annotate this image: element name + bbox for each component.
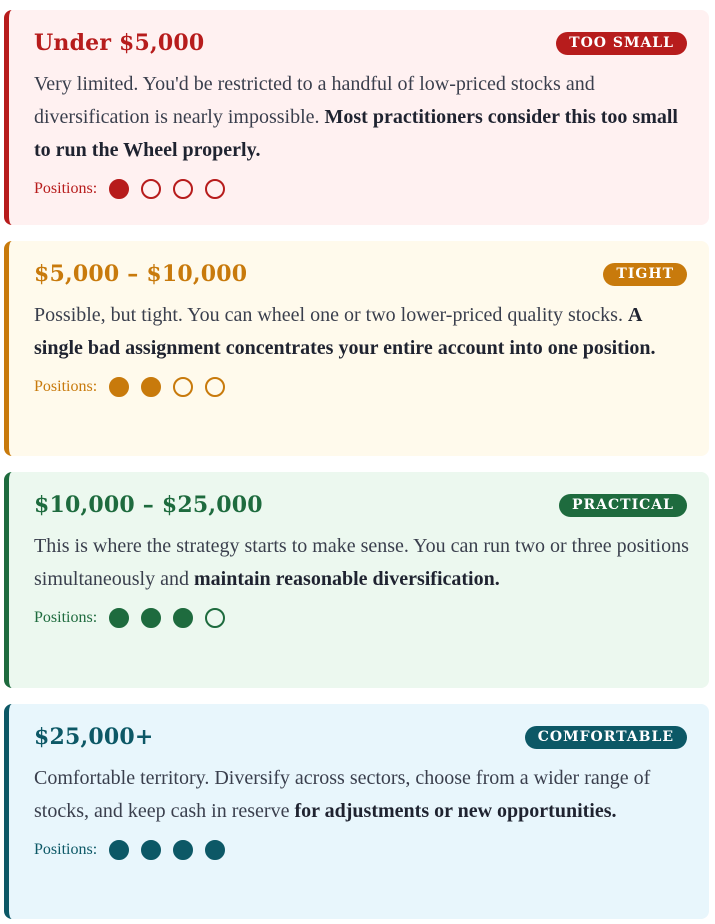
card-emphasis: A single bad assignment concentrates your entire account into one position. <box>34 304 656 359</box>
position-dot-empty <box>205 608 225 628</box>
position-dots <box>109 377 237 397</box>
card-emphasis: maintain reasonable diversification. <box>193 568 500 590</box>
position-dot-filled <box>173 608 193 628</box>
positions-indicator <box>34 608 689 628</box>
positions-label: Positions: <box>34 180 98 197</box>
position-dot-filled <box>141 840 161 860</box>
position-dot-filled <box>141 377 161 397</box>
position-dot-filled <box>109 179 129 199</box>
position-dot-filled <box>109 608 129 628</box>
position-dot-filled <box>141 608 161 628</box>
card-header <box>34 722 689 752</box>
positions-label: Positions: <box>34 609 98 626</box>
card-text: This is where the strategy starts to make sense. You can run two or three positions simultaneously and <box>34 535 689 590</box>
card-title: $5,000 – $10,000 <box>34 261 248 287</box>
position-dot-filled <box>109 377 129 397</box>
card-25000-plus <box>4 704 709 919</box>
positions-indicator <box>34 840 689 860</box>
card-header <box>34 28 689 58</box>
position-dot-filled <box>205 840 225 860</box>
card-title: Under $5,000 <box>34 30 205 56</box>
position-dot-empty <box>173 377 193 397</box>
positions-indicator <box>34 377 689 397</box>
card-header <box>34 259 689 289</box>
card-emphasis: for adjustments or new opportunities. <box>294 800 617 822</box>
card-text: Comfortable territory. Diversify across sectors, choose from a wider range of stocks, and keep cash in reserve <box>34 767 651 822</box>
status-badge: PRACTICAL <box>559 494 687 517</box>
card-10000-25000 <box>4 472 709 688</box>
positions-label: Positions: <box>34 841 98 858</box>
card-description <box>34 762 689 828</box>
card-description <box>34 530 689 596</box>
status-badge: TIGHT <box>603 263 687 286</box>
card-text: Possible, but tight. You can wheel one or two lower-priced quality stocks. <box>34 304 628 326</box>
card-title: $25,000+ <box>34 724 154 750</box>
status-badge: COMFORTABLE <box>525 726 687 749</box>
position-dots <box>109 608 237 628</box>
position-dot-filled <box>173 840 193 860</box>
position-dot-empty <box>205 377 225 397</box>
card-title: $10,000 – $25,000 <box>34 492 263 518</box>
position-dots <box>109 179 237 199</box>
card-text: Very limited. You'd be restricted to a handful of low-priced stocks and diversification is nearly impossible. <box>34 73 595 128</box>
position-dots <box>109 840 237 860</box>
status-badge: TOO SMALL <box>556 32 687 55</box>
position-dot-empty <box>173 179 193 199</box>
card-description <box>34 68 689 167</box>
card-header <box>34 490 689 520</box>
position-dot-filled <box>109 840 129 860</box>
card-emphasis: Most practitioners consider this too small to run the Wheel properly. <box>34 106 678 161</box>
positions-label: Positions: <box>34 378 98 395</box>
position-dot-empty <box>205 179 225 199</box>
card-5000-10000 <box>4 241 709 456</box>
card-under-5000 <box>4 10 709 225</box>
card-description <box>34 299 689 365</box>
position-dot-empty <box>141 179 161 199</box>
positions-indicator <box>34 179 689 199</box>
